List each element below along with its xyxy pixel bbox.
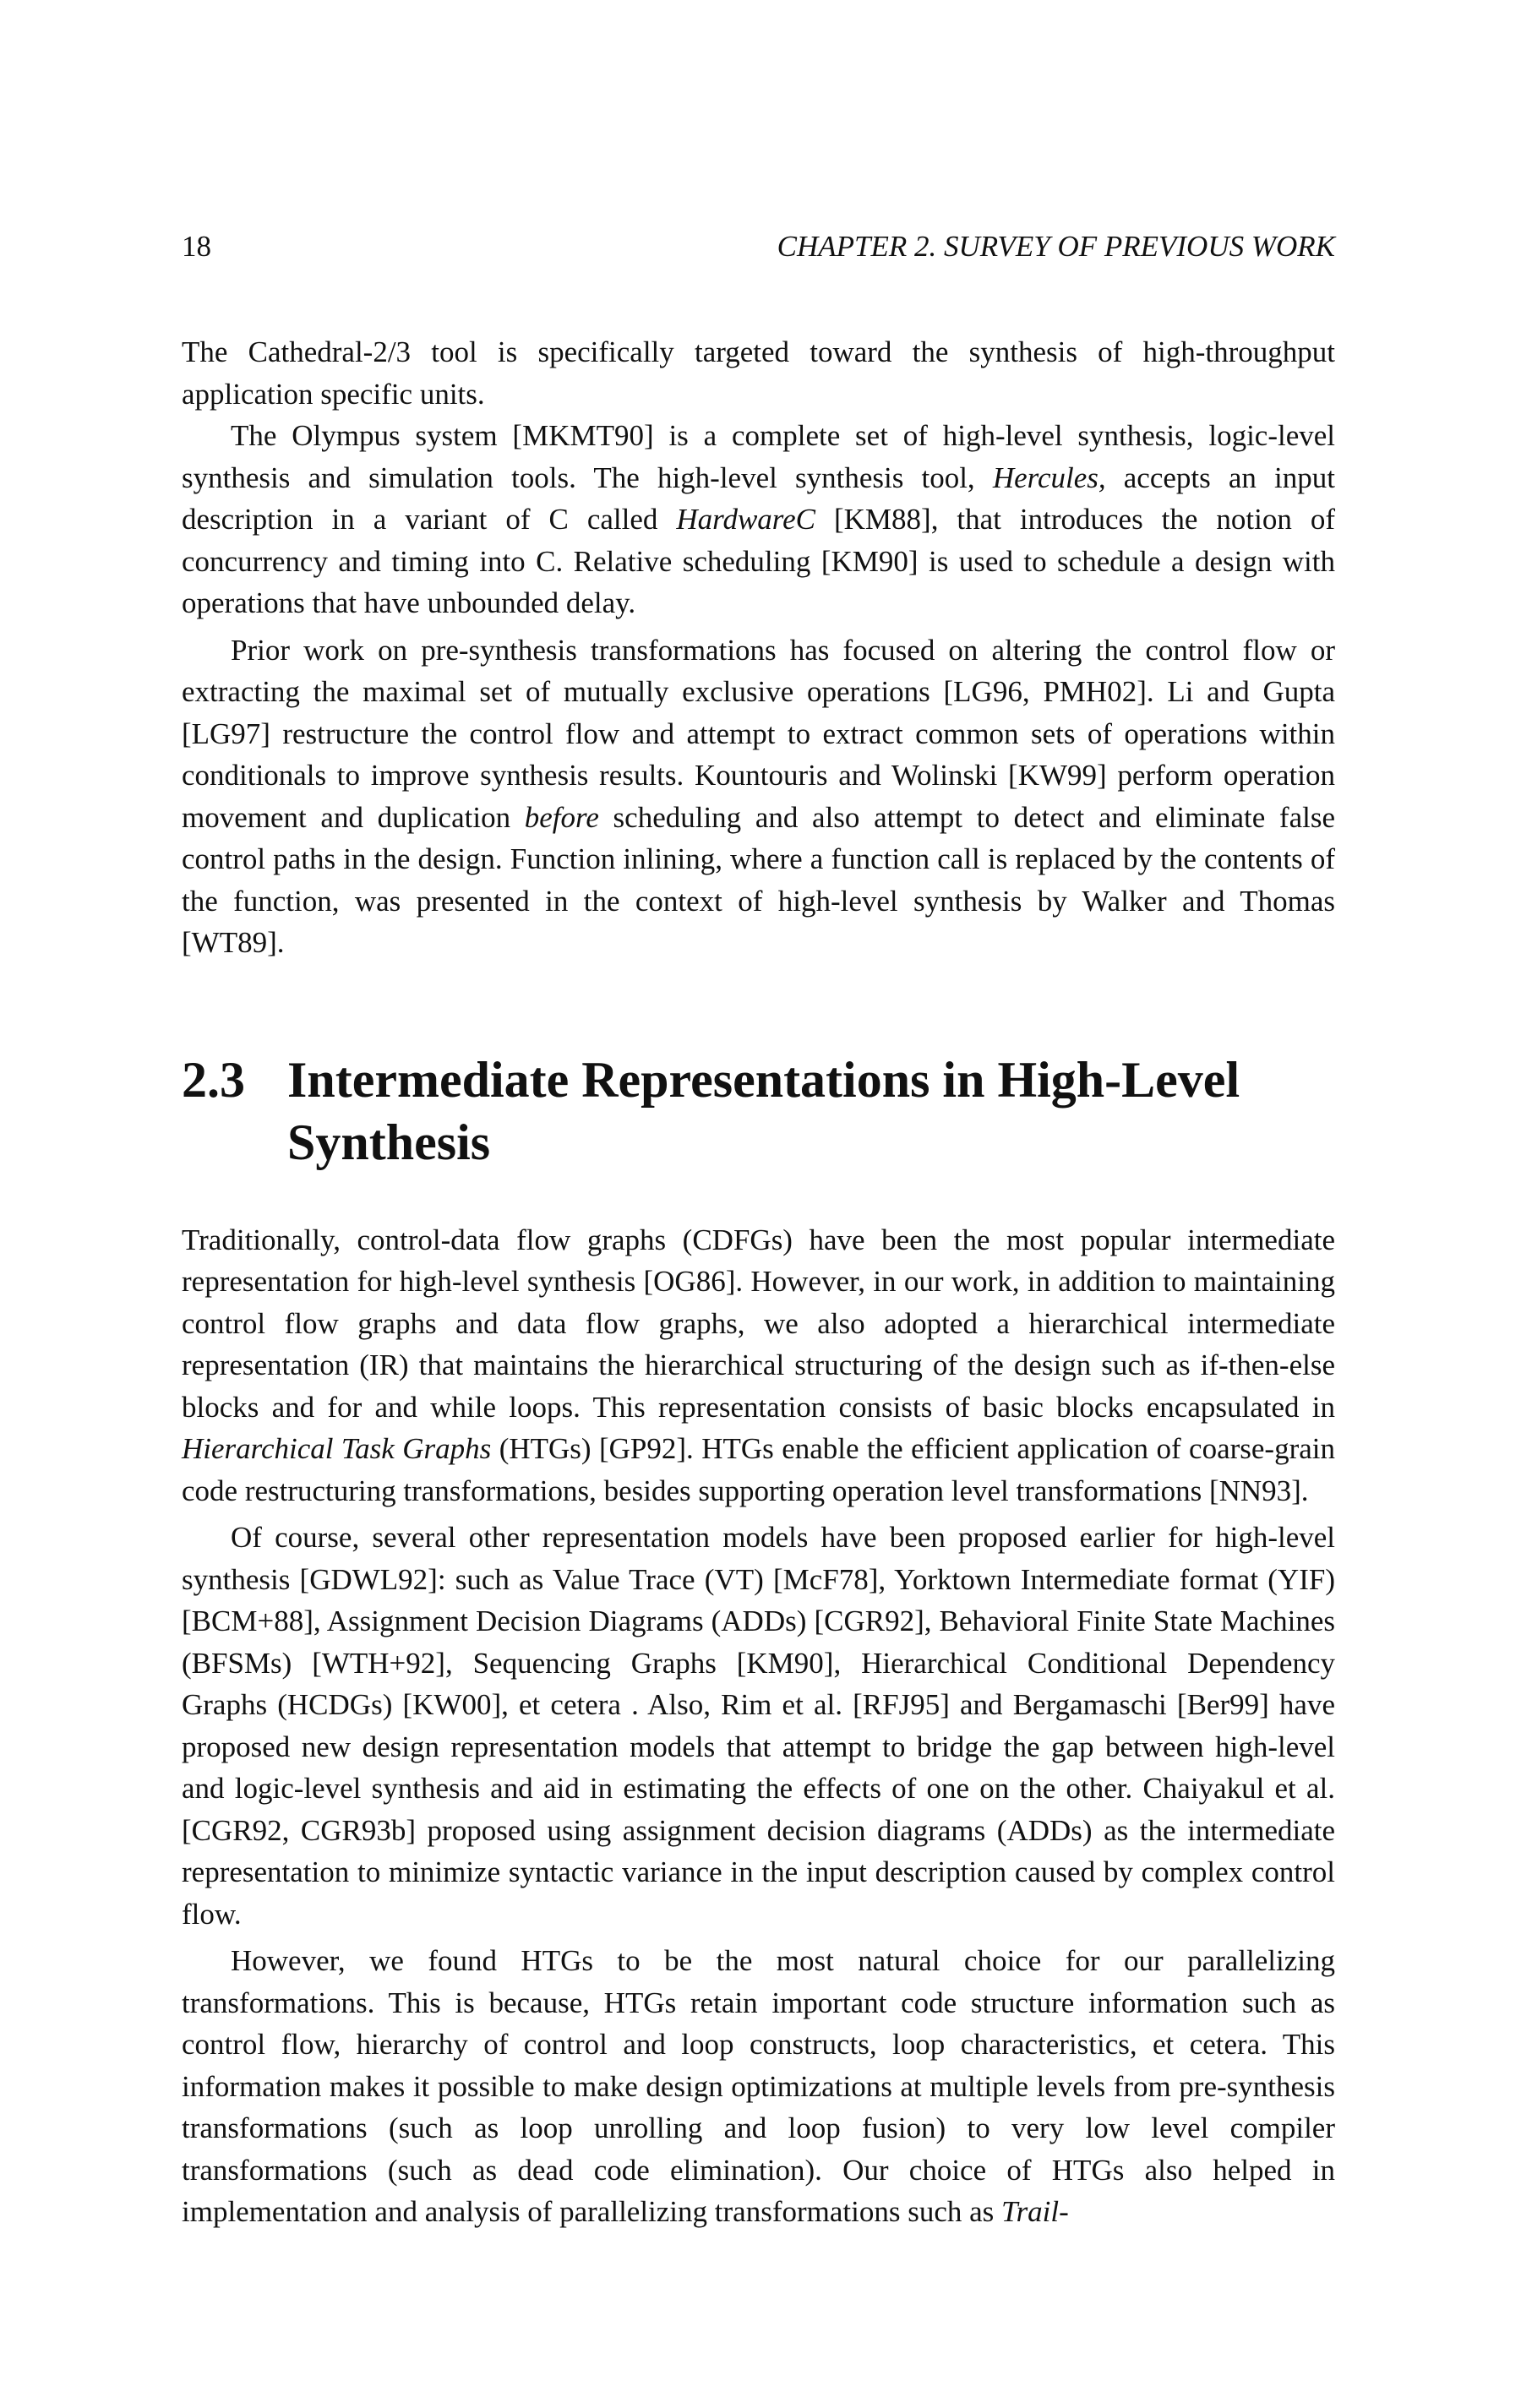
document-page	[182, 228, 1335, 2233]
body-text	[182, 331, 1335, 2233]
trail-term: Trail-	[1001, 2195, 1069, 2228]
htg-choice-text: However, we found HTGs to be the most natural choice for our parallelizing transformations. This is because, HTGs retain important code structure information such as control flow, hierarchy of control and loop constructs, loop characteristics, et cetera. This information makes it possible to make design optimizations at multiple levels from pre-synthesis transformations (such as loop unrolling and loop fusion) to very low level compiler transformations (such as dead code elimination). Our choice of HTGs also helped in implementation and analysis of parallelizing transformations such as	[182, 1944, 1335, 2228]
paragraph-other-models: Of course, several other representation models have been proposed earlier for high-level synthesis [GDWL92]: such as Value Trace (VT) [McF78], Yorktown Intermediate format (YIF) [BCM+88], Assignment Decision Diagrams (ADDs) [CGR92], Behavioral Finite State Machines (BFSMs) [WTH+92], Sequencing Graphs [KM90], Hierarchical Conditional Dependency Graphs (HCDGs) [KW00], et cetera . Also, Rim et al. [RFJ95] and Bergamaschi [Ber99] have proposed new design representation models that attempt to bridge the gap between high-level and logic-level synthesis and aid in estimating the effects of one on the other. Chaiyakul et al. [CGR92, CGR93b] proposed using assignment decision diagrams (ADDs) as the intermediate representation to minimize syntactic variance in the input description caused by complex control flow.	[182, 1521, 1335, 1931]
paragraph-cdfg	[182, 1219, 1335, 1512]
cdfg-text-1: Traditionally, control-data flow graphs (CDFGs) have been the most popular intermediate representation for high-level synthesis [OG86]. However, in our work, in addition to maintaining control flow graphs and data flow graphs, we also adopted a hierarchical intermediate representation (IR) that maintains the hierarchical structuring of the design such as if-then-else blocks and for and while loops. This representation consists of basic blocks encapsulated in	[182, 1223, 1335, 1424]
paragraph-cathedral: The Cathedral-2/3 tool is specifically targeted toward the synthesis of high-throughput application specific units.	[182, 335, 1335, 411]
presynthesis-text-2: scheduling and also attempt to detect and eliminate false control paths in the design. Function inlining, where a function call is replaced by the contents of the function, was presented in the context of high-level synthesis by Walker and Thomas [WT89].	[182, 800, 1335, 959]
olympus-text-1: The Olympus system [MKMT90] is a complete set of high-level synthesis, logic-level synthesis and simulation tools. The high-level synthesis tool,	[182, 419, 1335, 494]
cdfg-text-2: (HTGs) [GP92]. HTGs enable the efficient application of coarse-grain code restructuring transformations, besides supporting operation level transformations [NN93].	[182, 1432, 1335, 1507]
olympus-text-2: accepts an input description in a variant of C called	[182, 460, 1335, 536]
olympus-text-3: [KM88], that introduces the notion of concurrency and timing into C. Relative scheduling [KM90] is used to schedule a design with operations that have unbounded delay.	[182, 503, 1335, 619]
page-number: 18	[182, 230, 211, 263]
chapter-title: CHAPTER 2. SURVEY OF PREVIOUS WORK	[777, 230, 1335, 263]
paragraph-htg-choice	[182, 1940, 1335, 2233]
paragraph-olympus	[182, 415, 1335, 624]
section-heading	[182, 1049, 1335, 1174]
hardwarec-term: HardwareC	[676, 503, 816, 536]
hercules-term: Hercules,	[992, 460, 1106, 494]
running-header	[182, 228, 1335, 265]
section-title: Intermediate Representations in High-Level Synthesis	[287, 1051, 1240, 1170]
paragraph-presynthesis	[182, 629, 1335, 964]
presynthesis-text-1: Prior work on pre-synthesis transformations has focused on altering the control flow or extracting the maximal set of mutually exclusive operations [LG96, PMH02]. Li and Gupta [LG97] restructure the control flow and attempt to extract common sets of operations within conditionals to improve synthesis results. Kountouris and Wolinski [KW99] perform operation movement and duplication	[182, 633, 1335, 834]
htg-term: Hierarchical Task Graphs	[182, 1432, 492, 1465]
before-term: before	[524, 800, 599, 834]
section-number: 2.3	[182, 1051, 245, 1108]
